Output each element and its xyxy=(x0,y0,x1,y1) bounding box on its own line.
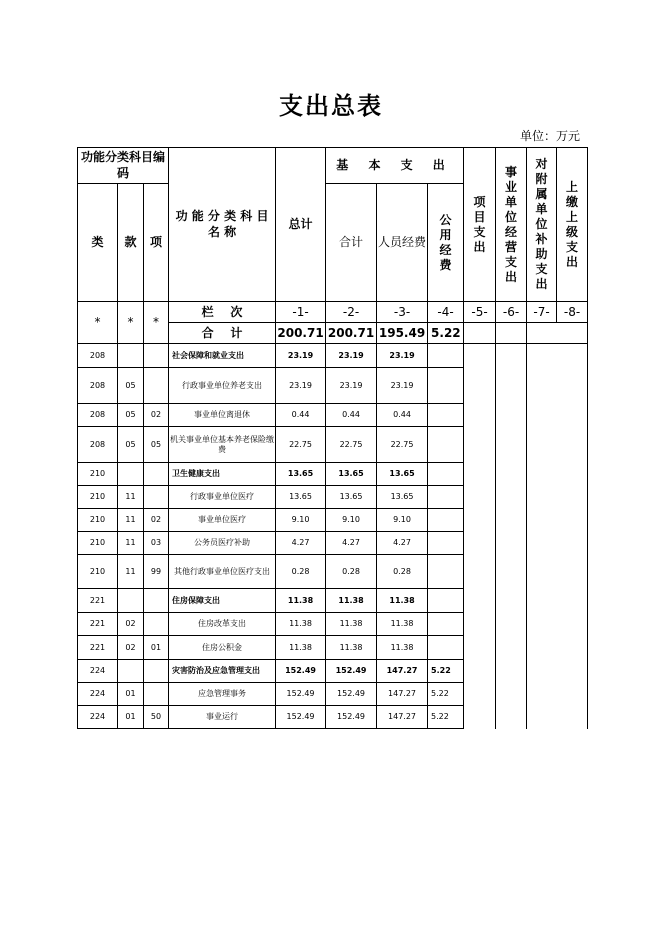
row-lei: 221 xyxy=(78,589,118,613)
func-code-group-header: 功能分类科目编码 xyxy=(78,148,169,184)
row-public xyxy=(428,427,464,463)
row-basic-sum: 13.65 xyxy=(326,463,377,486)
row-subsidy xyxy=(527,636,588,660)
row-xiang: 01 xyxy=(144,636,169,660)
personnel-header: 人员经费 xyxy=(377,184,428,302)
total-header: 总计 xyxy=(276,148,326,302)
row-project xyxy=(464,660,496,683)
row-public xyxy=(428,404,464,427)
row-basic-sum: 11.38 xyxy=(326,589,377,613)
row-name: 其他行政事业单位医疗支出 xyxy=(169,555,276,589)
row-name: 行政事业单位医疗 xyxy=(169,486,276,509)
row-basic-sum: 152.49 xyxy=(326,683,377,706)
row-subsidy xyxy=(527,463,588,486)
row-kuan: 01 xyxy=(118,683,144,706)
expenditure-table xyxy=(77,147,588,729)
row-total: 9.10 xyxy=(276,509,326,532)
row-public xyxy=(428,344,464,368)
row-personnel: 11.38 xyxy=(377,613,428,636)
row-total: 152.49 xyxy=(276,706,326,729)
row-xiang xyxy=(144,589,169,613)
row-kuan: 05 xyxy=(118,427,144,463)
row-kuan xyxy=(118,463,144,486)
row-total: 22.75 xyxy=(276,427,326,463)
row-basic-sum: 152.49 xyxy=(326,660,377,683)
row-public xyxy=(428,532,464,555)
row-name: 住房保障支出 xyxy=(169,589,276,613)
row-project xyxy=(464,706,496,729)
row-kuan: 11 xyxy=(118,486,144,509)
column-label: 栏 次 xyxy=(169,302,276,323)
row-personnel: 0.28 xyxy=(377,555,428,589)
unit-label: 单位：万元 xyxy=(519,129,580,143)
row-project xyxy=(464,532,496,555)
row-xiang: 05 xyxy=(144,427,169,463)
row-lei: 224 xyxy=(78,660,118,683)
row-personnel: 147.27 xyxy=(377,683,428,706)
row-basic-sum: 0.44 xyxy=(326,404,377,427)
row-total: 4.27 xyxy=(276,532,326,555)
row-business xyxy=(496,427,527,463)
row-kuan: 05 xyxy=(118,368,144,404)
row-project xyxy=(464,636,496,660)
table-row xyxy=(78,636,588,660)
row-name: 事业单位离退休 xyxy=(169,404,276,427)
row-xiang: 03 xyxy=(144,532,169,555)
star-kuan: * xyxy=(118,302,144,344)
row-total: 11.38 xyxy=(276,636,326,660)
total-total: 200.71 xyxy=(276,323,326,344)
row-basic-sum: 13.65 xyxy=(326,486,377,509)
row-lei: 221 xyxy=(78,636,118,660)
table-row xyxy=(78,368,588,404)
row-business xyxy=(496,636,527,660)
row-business xyxy=(496,660,527,683)
row-business xyxy=(496,344,527,368)
row-basic-sum: 23.19 xyxy=(326,368,377,404)
row-xiang xyxy=(144,486,169,509)
row-project xyxy=(464,404,496,427)
func-name-header: 功 能 分 类 科 目 名 称 xyxy=(169,148,276,302)
row-personnel: 147.27 xyxy=(377,706,428,729)
row-lei: 208 xyxy=(78,344,118,368)
project-header: 项 目 支 出 xyxy=(464,148,496,302)
row-lei: 210 xyxy=(78,463,118,486)
row-subsidy xyxy=(527,555,588,589)
lei-header: 类 xyxy=(78,184,118,302)
row-total: 23.19 xyxy=(276,344,326,368)
row-total: 13.65 xyxy=(276,463,326,486)
row-project xyxy=(464,555,496,589)
row-name: 卫生健康支出 xyxy=(169,463,276,486)
row-kuan xyxy=(118,344,144,368)
row-public: 5.22 xyxy=(428,660,464,683)
table-row xyxy=(78,509,588,532)
row-total: 0.28 xyxy=(276,555,326,589)
row-xiang xyxy=(144,683,169,706)
row-subsidy xyxy=(527,660,588,683)
row-business xyxy=(496,509,527,532)
row-xiang: 50 xyxy=(144,706,169,729)
row-business xyxy=(496,368,527,404)
row-name: 行政事业单位养老支出 xyxy=(169,368,276,404)
row-business xyxy=(496,532,527,555)
row-subsidy xyxy=(527,344,588,368)
row-personnel: 0.44 xyxy=(377,404,428,427)
row-public xyxy=(428,463,464,486)
row-personnel: 11.38 xyxy=(377,589,428,613)
row-business xyxy=(496,486,527,509)
upper-header: 上 缴 上 级 支 出 xyxy=(557,148,588,302)
row-project xyxy=(464,683,496,706)
row-public xyxy=(428,555,464,589)
table-row xyxy=(78,532,588,555)
table-row xyxy=(78,486,588,509)
row-kuan: 01 xyxy=(118,706,144,729)
row-public xyxy=(428,636,464,660)
row-project xyxy=(464,427,496,463)
total-project xyxy=(464,323,496,344)
row-lei: 210 xyxy=(78,532,118,555)
total-basic-sum: 200.71 xyxy=(326,323,377,344)
row-kuan: 02 xyxy=(118,636,144,660)
row-basic-sum: 9.10 xyxy=(326,509,377,532)
row-subsidy xyxy=(527,404,588,427)
table-row xyxy=(78,427,588,463)
row-name: 社会保障和就业支出 xyxy=(169,344,276,368)
row-kuan xyxy=(118,589,144,613)
total-empty xyxy=(527,323,588,344)
public-header: 公 用 经 费 xyxy=(428,184,464,302)
row-xiang xyxy=(144,613,169,636)
column-number-row xyxy=(78,302,588,323)
row-business xyxy=(496,589,527,613)
row-total: 23.19 xyxy=(276,368,326,404)
row-public xyxy=(428,509,464,532)
row-basic-sum: 11.38 xyxy=(326,636,377,660)
row-subsidy xyxy=(527,427,588,463)
basic-sum-header: 合计 xyxy=(326,184,377,302)
row-basic-sum: 4.27 xyxy=(326,532,377,555)
row-name: 住房改革支出 xyxy=(169,613,276,636)
total-label: 合 计 xyxy=(169,323,276,344)
total-public: 5.22 xyxy=(428,323,464,344)
row-total: 152.49 xyxy=(276,683,326,706)
row-kuan: 11 xyxy=(118,555,144,589)
row-basic-sum: 0.28 xyxy=(326,555,377,589)
table-row xyxy=(78,683,588,706)
row-lei: 208 xyxy=(78,368,118,404)
basic-header: 基 本 支 出 xyxy=(326,148,464,184)
row-xiang: 02 xyxy=(144,404,169,427)
row-lei: 208 xyxy=(78,404,118,427)
row-public xyxy=(428,486,464,509)
row-name: 住房公积金 xyxy=(169,636,276,660)
row-lei: 210 xyxy=(78,486,118,509)
row-name: 事业运行 xyxy=(169,706,276,729)
row-personnel: 22.75 xyxy=(377,427,428,463)
row-business xyxy=(496,613,527,636)
row-lei: 224 xyxy=(78,683,118,706)
row-lei: 221 xyxy=(78,613,118,636)
row-kuan xyxy=(118,660,144,683)
row-project xyxy=(464,589,496,613)
row-kuan: 02 xyxy=(118,613,144,636)
header-row-1 xyxy=(78,148,588,184)
row-total: 13.65 xyxy=(276,486,326,509)
row-subsidy xyxy=(527,613,588,636)
page-title: 支出总表 xyxy=(279,92,383,120)
table-row xyxy=(78,555,588,589)
col-num-6: -6- xyxy=(496,302,527,323)
row-lei: 210 xyxy=(78,509,118,532)
row-name: 灾害防治及应急管理支出 xyxy=(169,660,276,683)
row-kuan: 11 xyxy=(118,532,144,555)
row-project xyxy=(464,463,496,486)
row-lei: 208 xyxy=(78,427,118,463)
table-row xyxy=(78,706,588,729)
row-project xyxy=(464,486,496,509)
row-subsidy xyxy=(527,683,588,706)
row-basic-sum: 22.75 xyxy=(326,427,377,463)
row-project xyxy=(464,344,496,368)
row-subsidy xyxy=(527,532,588,555)
row-personnel: 11.38 xyxy=(377,636,428,660)
col-num-3: -3- xyxy=(377,302,428,323)
row-basic-sum: 23.19 xyxy=(326,344,377,368)
row-business xyxy=(496,404,527,427)
star-lei: * xyxy=(78,302,118,344)
row-kuan: 05 xyxy=(118,404,144,427)
row-total: 0.44 xyxy=(276,404,326,427)
kuan-header: 款 xyxy=(118,184,144,302)
subsidy-header: 对 附 属 单 位 补 助 支 出 xyxy=(527,148,557,302)
row-subsidy xyxy=(527,589,588,613)
row-xiang xyxy=(144,660,169,683)
row-business xyxy=(496,706,527,729)
row-personnel: 9.10 xyxy=(377,509,428,532)
row-personnel: 13.65 xyxy=(377,486,428,509)
col-num-8: -8- xyxy=(557,302,588,323)
row-xiang xyxy=(144,344,169,368)
row-total: 11.38 xyxy=(276,589,326,613)
col-num-2: -2- xyxy=(326,302,377,323)
row-subsidy xyxy=(527,706,588,729)
row-xiang: 99 xyxy=(144,555,169,589)
row-project xyxy=(464,509,496,532)
row-name: 应急管理事务 xyxy=(169,683,276,706)
row-personnel: 13.65 xyxy=(377,463,428,486)
row-subsidy xyxy=(527,368,588,404)
row-personnel: 23.19 xyxy=(377,344,428,368)
row-public: 5.22 xyxy=(428,683,464,706)
row-project xyxy=(464,613,496,636)
row-business xyxy=(496,683,527,706)
row-subsidy xyxy=(527,509,588,532)
row-lei: 210 xyxy=(78,555,118,589)
row-lei: 224 xyxy=(78,706,118,729)
row-business xyxy=(496,555,527,589)
row-kuan: 11 xyxy=(118,509,144,532)
table-row xyxy=(78,613,588,636)
table-row xyxy=(78,660,588,683)
star-xiang: * xyxy=(144,302,169,344)
table-row xyxy=(78,589,588,613)
row-public: 5.22 xyxy=(428,706,464,729)
row-public xyxy=(428,368,464,404)
row-xiang: 02 xyxy=(144,509,169,532)
row-name: 公务员医疗补助 xyxy=(169,532,276,555)
row-public xyxy=(428,589,464,613)
col-num-7: -7- xyxy=(527,302,557,323)
xiang-header: 项 xyxy=(144,184,169,302)
total-personnel: 195.49 xyxy=(377,323,428,344)
business-header: 事 业 单 位 经 营 支 出 xyxy=(496,148,527,302)
row-public xyxy=(428,613,464,636)
row-project xyxy=(464,368,496,404)
row-basic-sum: 11.38 xyxy=(326,613,377,636)
row-personnel: 23.19 xyxy=(377,368,428,404)
col-num-4: -4- xyxy=(428,302,464,323)
row-business xyxy=(496,463,527,486)
row-xiang xyxy=(144,368,169,404)
table-row xyxy=(78,344,588,368)
col-num-5: -5- xyxy=(464,302,496,323)
row-subsidy xyxy=(527,486,588,509)
table-row xyxy=(78,404,588,427)
row-xiang xyxy=(144,463,169,486)
row-name: 事业单位医疗 xyxy=(169,509,276,532)
row-name: 机关事业单位基本养老保险缴费 xyxy=(169,427,276,463)
total-business xyxy=(496,323,527,344)
row-total: 152.49 xyxy=(276,660,326,683)
row-personnel: 4.27 xyxy=(377,532,428,555)
row-total: 11.38 xyxy=(276,613,326,636)
row-basic-sum: 152.49 xyxy=(326,706,377,729)
col-num-1: -1- xyxy=(276,302,326,323)
row-personnel: 147.27 xyxy=(377,660,428,683)
table-row xyxy=(78,463,588,486)
